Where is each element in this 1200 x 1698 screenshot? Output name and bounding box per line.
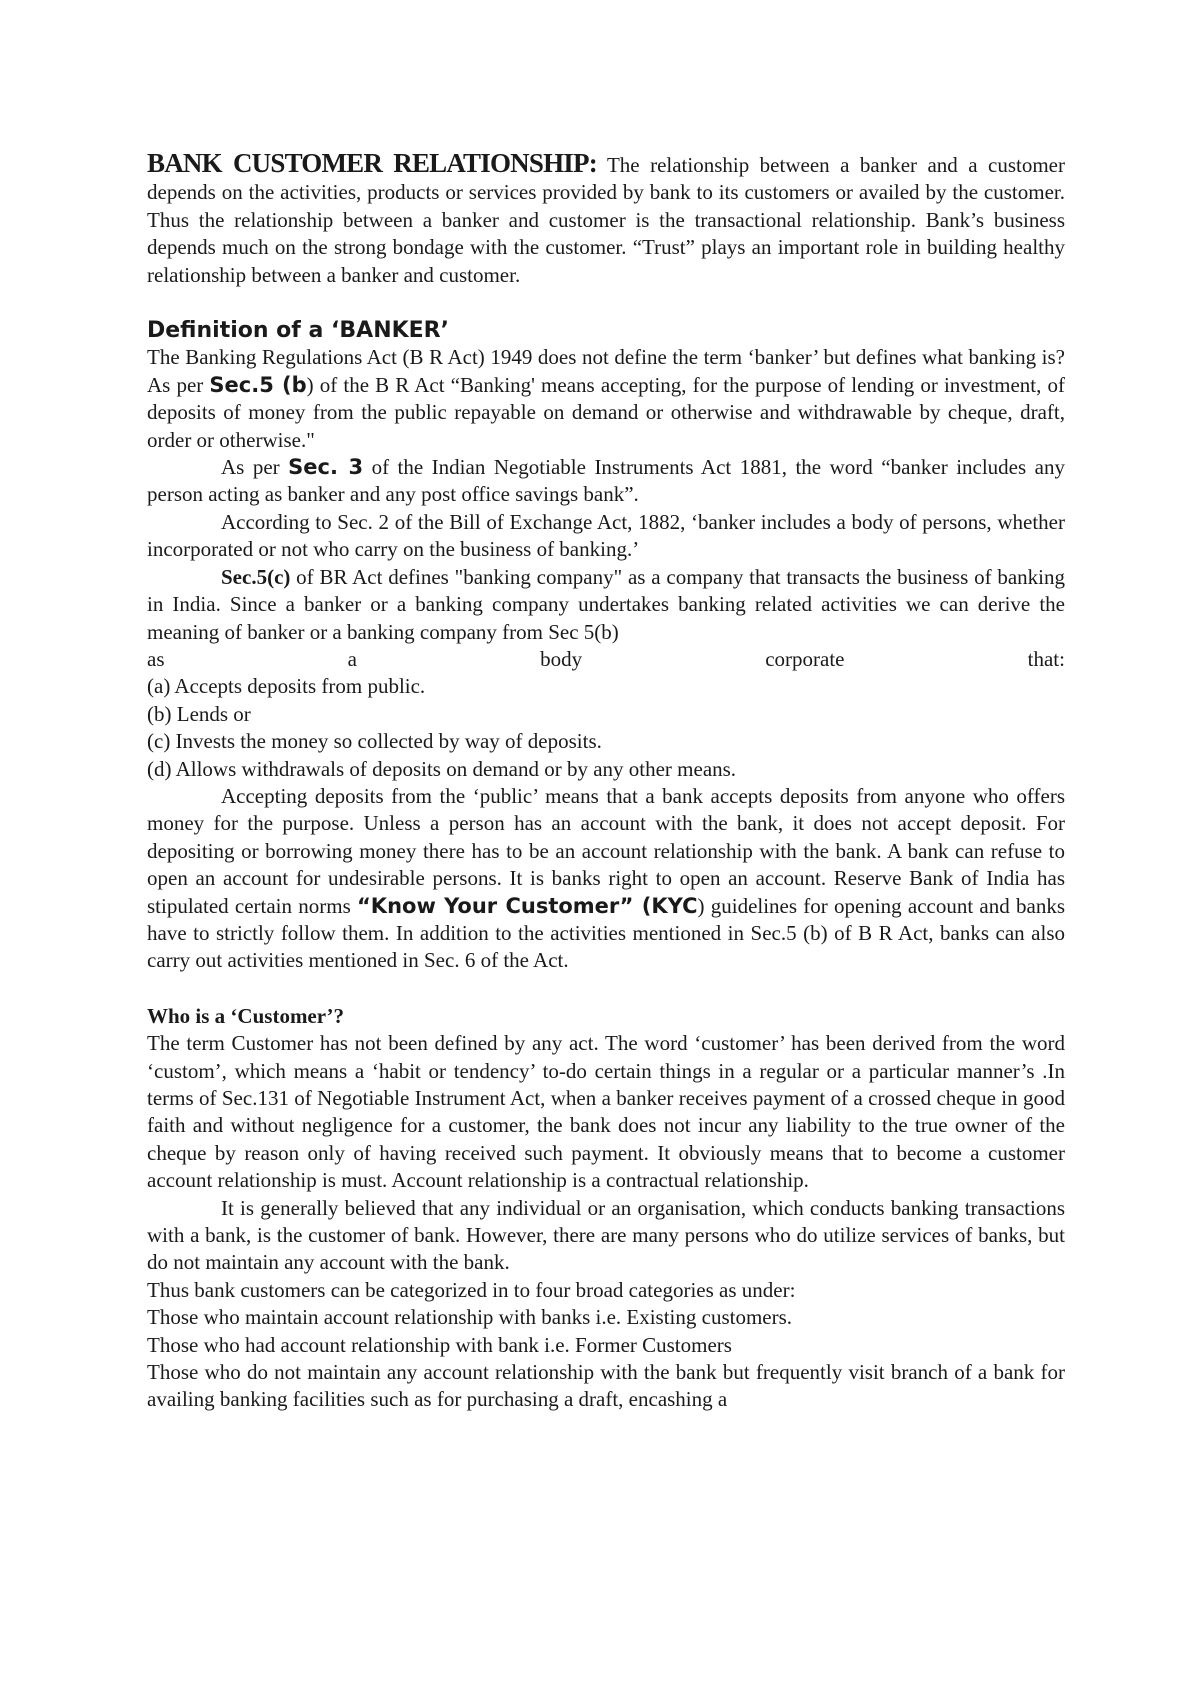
customer-paragraph-3: Thus bank customers can be categorized in to four broad categories as under: — [147, 1277, 796, 1302]
banker-p4-text: of BR Act defines "banking company" as a company that transacts the business of banking in India. Since a banker or a banking company undertakes banking related activities we can derive the meaning of banker or a banking company from Sec 5(b) — [147, 564, 1065, 644]
banker-p1-text-a: The Banking Regulations Act (B R Act) 1949 does not define the term ‘banker’ but defines what banking is? As per — [147, 345, 1065, 397]
banker-paragraph-5 — [147, 783, 1065, 975]
banker-p2-text-b: of the Indian Negotiable Instruments Act 1881, the word “banker includes any person acting as banker and any post office savings bank”. — [147, 455, 1065, 507]
banker-paragraph-4 — [147, 564, 1065, 646]
banker-heading: Definition of a ‘BANKER’ — [147, 318, 449, 344]
intro-paragraph — [147, 150, 1065, 289]
bullet-item — [147, 1304, 1065, 1331]
customer-paragraph-1: The term Customer has not been defined by any act. The word ‘customer’ has been derived from the word ‘custom’, which means a ‘habit or tendency’ to-do certain things in a regular or a particular manner’s .In terms of Sec.131 of Negotiable Instrument Act, when a banker receives payment of a crossed cheque in good faith and without negligence for a customer, the bank does not incur any liability to the true owner of the cheque by reason only of having received such payment. It obviously means that to become a customer account relationship is must. Account relationship is a contractual relationship. — [147, 1031, 1065, 1193]
list-item: (d) Allows withdrawals of deposits on demand or by any other means. — [147, 756, 737, 781]
bullet-text: Those who had account relationship with bank i.e. Former Customers — [147, 1332, 732, 1357]
banker-p5-text-a: Accepting deposits from the ‘public’ means that a bank accepts deposits from anyone who offers money for the purpose. Unless a person has an account with the bank, it does not accept deposit. For depositing or borrowing money there has to be an account relationship with the bank. A bank can refuse to open an account for undesirable persons. It is banks right to open an account. Reserve Bank of India has stipulated certain norms — [147, 783, 1065, 918]
banker-p5-text-b: ) guidelines for opening account and banks have to strictly follow them. In addition to the activities mentioned in Sec.5 (b) of B R Act, banks can also carry out activities mentioned in Sec. 6 of the Act. — [147, 893, 1065, 973]
word-corporate: corporate — [765, 646, 845, 671]
sec-5c-ref: Sec.5(c) — [221, 564, 291, 589]
sec-3-ref: Sec. 3 — [288, 455, 364, 480]
list-item: (b) Lends or — [147, 701, 251, 726]
word-a: a — [347, 646, 357, 671]
bullet-text: Those who maintain account relationship with banks i.e. Existing customers. — [147, 1305, 793, 1330]
document-title: BANK CUSTOMER RELATIONSHIP: — [147, 148, 597, 178]
list-item: (c) Invests the money so collected by way of deposits. — [147, 729, 602, 754]
word-that: that: — [1027, 646, 1065, 671]
intro-text: The relationship between a banker and a customer depends on the activities, products or services provided by bank to its customers or availed by the customer. Thus the relationship between a banker and customer is the transactional relationship. Bank’s business depends much on the strong bondage with the customer. “Trust” plays an important role in building healthy relationship between a banker and customer. — [147, 153, 1065, 287]
customer-paragraph-2: It is generally believed that any individual or an organisation, which conducts banking transactions with a bank, is the customer of bank. However, there are many persons who do utilize services of banks, but do not maintain any account with the bank. — [147, 1195, 1065, 1275]
list-item: (a) Accepts deposits from public. — [147, 674, 426, 699]
kyc-ref: “Know Your Customer” (KYC — [357, 893, 698, 918]
banker-paragraph-3: According to Sec. 2 of the Bill of Exchange Act, 1882, ‘banker includes a body of persons, whether incorporated or not who carry on the business of banking.’ — [147, 509, 1065, 562]
banker-p4-last-line — [147, 646, 1065, 673]
sec-5b-ref: Sec.5 (b — [209, 372, 307, 397]
customer-heading: Who is a ‘Customer’? — [147, 1003, 344, 1028]
bullet-text: Those who do not maintain any account relationship with the bank but frequently visit branch of a bank for availing banking facilities such as for purchasing a draft, encashing a — [147, 1360, 1065, 1412]
banker-p1-text-b: ) of the B R Act “Banking' means accepting, for the purpose of lending or investment, of deposits of money from the public repayable on demand or otherwise and withdrawable by cheque, draft, order or otherwise." — [147, 372, 1065, 452]
banker-p2-text-a: As per — [221, 455, 289, 480]
bullet-item — [147, 1359, 1065, 1414]
bullet-item — [147, 1332, 1065, 1359]
banker-paragraph-1 — [147, 344, 1065, 454]
banker-paragraph-2 — [147, 454, 1065, 509]
word-as: as — [147, 646, 165, 671]
document-page — [147, 150, 1065, 1414]
word-body: body — [540, 646, 583, 671]
